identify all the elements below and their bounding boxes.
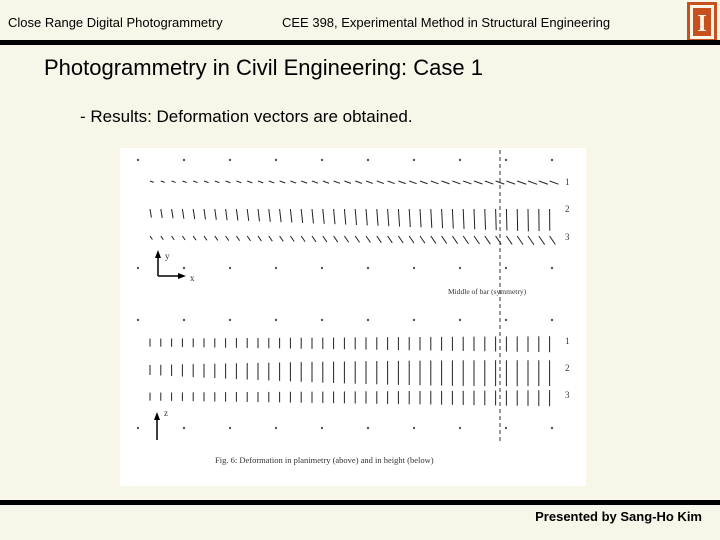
control-point [275,427,277,429]
deformation-vector [377,181,384,184]
course-topic-header: Close Range Digital Photogrammetry [8,15,223,30]
control-point [321,267,323,269]
deformation-vector [409,209,410,227]
height-axes [154,412,160,440]
control-point [459,319,461,321]
deformation-vector [452,181,460,184]
control-point [551,159,553,161]
deformation-vector [258,181,263,183]
control-point [551,319,553,321]
deformation-vector [506,209,507,231]
control-point [367,267,369,269]
control-point [183,319,185,321]
deformation-vector [334,236,338,242]
deformation-vector [280,181,286,183]
deformation-vector [388,209,389,226]
top-row-label: 3 [565,232,570,242]
deformation-vector [539,181,548,184]
deformation-vector [193,181,197,183]
figure-caption: Fig. 6: Deformation in planimetry (above) and in height (below) [215,455,434,465]
bottom-row-label: 3 [565,390,570,400]
control-point [367,159,369,161]
deformation-vector [463,209,464,229]
control-point [229,319,231,321]
deformation-vector [172,181,176,182]
control-point [505,159,507,161]
deformation-vector [150,236,152,240]
deformation-vector [269,236,273,241]
control-point [321,319,323,321]
bottom-row-label: 1 [565,336,570,346]
deformation-vector [431,209,432,228]
deformation-vector [269,209,270,222]
deformation-vector [420,236,425,243]
deformation-vector [528,236,534,245]
control-point [137,267,139,269]
deformation-vector [452,209,453,229]
logo-letter: I [697,11,707,37]
deformation-vector [377,209,378,226]
deformation-vector [150,181,154,182]
deformation-vector [204,181,209,183]
control-point [551,267,553,269]
deformation-vector [474,236,479,244]
deformation-vector [398,236,403,243]
deformation-vector [366,236,370,243]
footer-divider [0,500,720,505]
deformation-vector [290,209,291,223]
deformation-vector [312,209,313,223]
deformation-vector [193,209,194,219]
control-point [229,427,231,429]
axis-y-label: y [165,251,170,261]
deformation-vector [150,209,151,217]
control-point [413,319,415,321]
slide-title: Photogrammetry in Civil Engineering: Case 1 [44,55,483,80]
top-row-label: 2 [565,204,570,214]
deformation-vector [398,181,405,184]
control-point [137,159,139,161]
deformation-vector [161,181,165,182]
deformation-figure-svg [120,148,586,486]
deformation-vector [312,181,318,183]
deformation-vector [182,236,185,240]
deformation-vector [485,236,491,244]
control-point [321,427,323,429]
control-point [229,159,231,161]
deformation-vector [215,209,217,220]
course-title-header: CEE 398, Experimental Method in Structural Engineering [282,15,611,30]
deformation-vector [431,181,439,184]
control-point [275,267,277,269]
deformation-vector [290,236,294,241]
deformation-vector [204,209,205,219]
deformation-vector [388,181,395,184]
deformation-vector [496,209,497,230]
deformation-vector [323,236,327,242]
deformation-vector [236,236,239,241]
deformation-vector [431,236,436,243]
deformation-vector [290,181,296,183]
deformation-vector [550,236,556,244]
deformation-vector [344,209,345,225]
deformation-vector [485,181,494,184]
deformation-vector [485,209,486,230]
deformation-vector [355,209,356,225]
deformation-vector [280,236,284,241]
deformation-vector [420,209,421,227]
deformation-vector [215,236,218,240]
deformation-vector [182,209,183,219]
control-point [367,319,369,321]
control-point [229,267,231,269]
deformation-vector [442,209,443,228]
deformation-vector [452,236,457,244]
deformation-vector [172,236,175,240]
deformation-vector [463,236,468,244]
control-point [505,427,507,429]
control-point [551,427,553,429]
deformation-vector [247,236,250,241]
control-point [321,159,323,161]
deformation-vector [506,236,512,244]
deformation-vector [280,209,281,222]
deformation-vector [323,181,329,183]
deformation-vector [517,181,526,184]
planimetry-panel [137,159,559,269]
deformation-vector [398,209,399,227]
control-point [413,159,415,161]
deformation-vector [355,236,359,242]
deformation-vector [517,236,523,245]
deformation-vector [377,236,382,243]
deformation-vector [420,181,428,184]
control-point [367,427,369,429]
deformation-vector [344,236,348,242]
middle-of-bar-label: Middle of bar (symmetry) [448,287,527,296]
deformation-vector [161,236,164,240]
deformation-vector [442,236,447,244]
deformation-vector [355,181,362,183]
control-point [459,427,461,429]
axis-z-label: z [164,408,168,418]
deformation-vector [301,209,302,223]
bullet-point: - Results: Deformation vectors are obtained. [80,107,413,126]
control-point [459,159,461,161]
deformation-vector [474,181,482,184]
deformation-vector [334,181,340,183]
deformation-vector [409,181,416,184]
control-point [413,267,415,269]
control-point [459,267,461,269]
deformation-vector [388,236,393,243]
deformation-vector [366,181,373,183]
deformation-vector [301,236,305,242]
header-divider [0,40,720,45]
university-logo-icon [687,2,717,42]
deformation-vector [204,236,207,240]
deformation-vector [344,181,351,183]
deformation-vector [301,181,307,183]
deformation-vector [550,181,559,184]
deformation-vector [506,181,515,184]
deformation-vector [269,181,274,183]
deformation-vector [528,181,537,184]
control-point [275,159,277,161]
height-panel [137,319,553,429]
deformation-vector [366,209,367,225]
deformation-vector [442,181,450,184]
deformation-vector [226,181,231,183]
axis-x-label: x [190,273,195,283]
deformation-vector [334,209,335,224]
deformation-vector [193,236,196,240]
deformation-vector [172,209,173,218]
deformation-vector [323,209,324,224]
deformation-vector [226,236,229,241]
top-row-label: 1 [565,177,570,187]
presenter-credit: Presented by Sang-Ho Kim [535,509,702,524]
deformation-vector [182,181,186,183]
deformation-vector [247,181,252,183]
deformation-vector [258,236,261,241]
control-point [183,427,185,429]
bottom-row-label: 2 [565,363,570,373]
deformation-vector [161,209,162,218]
deformation-vector [215,181,220,183]
deformation-vector [236,181,241,183]
control-point [505,319,507,321]
deformation-vector [463,181,471,184]
deformation-vector [226,209,228,220]
planimetry-axes [155,250,186,279]
control-point [137,319,139,321]
deformation-vector [409,236,414,243]
control-point [413,427,415,429]
deformation-vector [474,209,475,229]
control-point [275,319,277,321]
control-point [183,267,185,269]
control-point [505,267,507,269]
control-point [137,427,139,429]
control-point [183,159,185,161]
deformation-figure [120,148,586,486]
deformation-vector [539,236,545,245]
deformation-vector [236,209,238,221]
deformation-vector [247,209,249,221]
deformation-vector [312,236,316,242]
deformation-vector [258,209,260,221]
